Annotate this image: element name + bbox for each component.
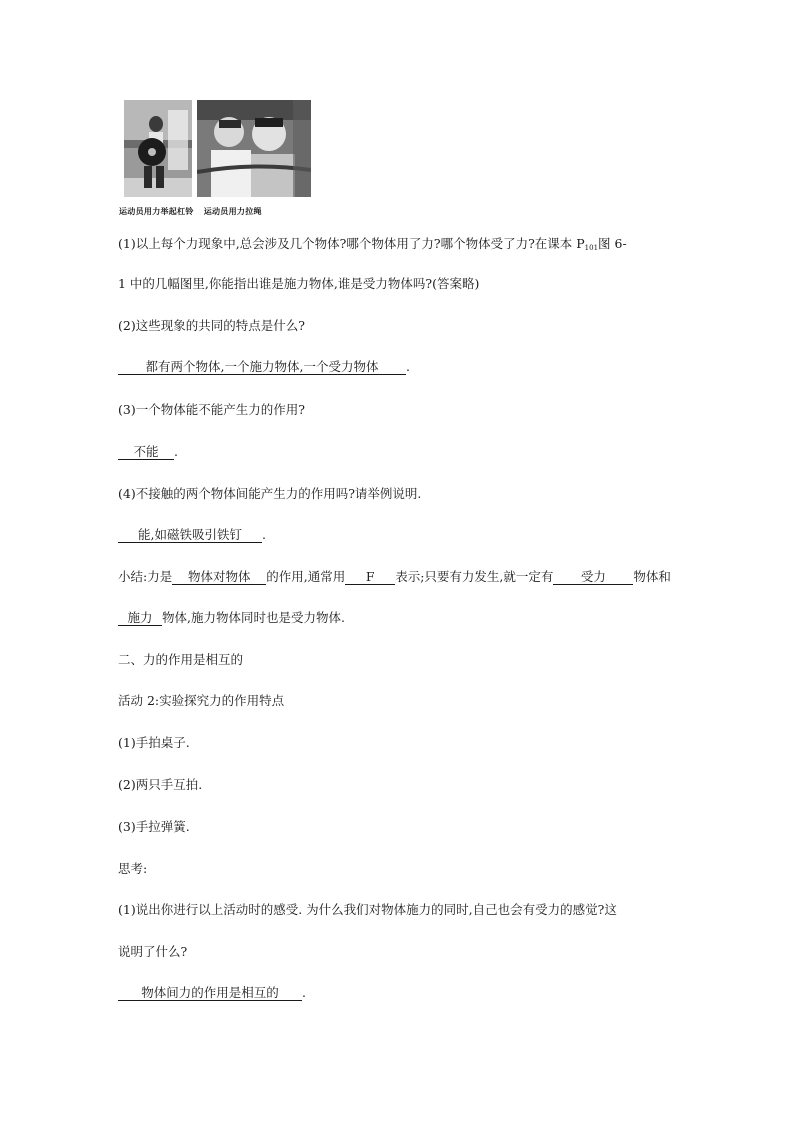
summary-blank-4: 施力 [118,610,162,626]
tug-of-war-photo [197,100,311,197]
activity-step-1: (1)手拍桌子. [118,735,190,750]
summary-line-1 [118,569,671,585]
q2-end: . [406,359,410,374]
q1-text-a: (1)以上每个力现象中,总会涉及几个物体?哪个物体用了力?哪个物体受了力?在课本 P [118,236,585,251]
summary-mid-3: 物体和 [633,569,671,584]
q1-text-b: 图 6- [598,236,627,251]
activity-step-3: (3)手拉弹簧. [118,819,190,834]
q4-end: . [262,527,266,542]
q1-line-1 [118,236,627,256]
caption-weightlifting: 运动员用力举起杠铃 [119,207,194,216]
q2-answer-blank: 都有两个物体,一个施力物体,一个受力物体 [118,359,406,375]
summary-suffix: 物体,施力物体同时也是受力物体. [162,610,345,625]
q2-answer-line [118,359,410,375]
caption-tug-of-war: 运动员用力拉绳 [203,207,262,216]
summary-mid-1: 的作用,通常用 [266,569,346,584]
weightlifting-photo [124,100,192,197]
activity-title: 活动 2:实验探究力的作用特点 [118,693,285,708]
activity-step-2: (2)两只手互拍. [118,777,203,792]
figure-caption [119,206,262,217]
think-answer-line [118,985,306,1001]
q3-answer-blank: 不能 [118,444,174,460]
summary-prefix: 小结:力是 [118,569,173,584]
q3-end: . [174,444,178,459]
q4-answer-line [118,527,266,543]
summary-line-2 [118,610,345,626]
think-end: . [302,985,306,1000]
q3-question: (3)一个物体能不能产生力的作用? [118,402,305,417]
summary-blank-2: F [345,569,395,585]
section-heading: 二、力的作用是相互的 [118,652,244,667]
think-label: 思考: [118,861,148,876]
q1-line-2: 1 中的几幅图里,你能指出谁是施力物体,谁是受力物体吗?(答案略) [118,276,480,291]
q1-page-subscript: 101 [584,244,599,252]
summary-blank-3: 受力 [553,569,633,585]
think-q1-line-2: 说明了什么? [118,944,188,959]
summary-blank-1: 物体对物体 [172,569,266,585]
q3-answer-line [118,444,178,460]
q4-answer-blank: 能,如磁铁吸引铁钉 [118,527,262,543]
q2-question: (2)这些现象的共同的特点是什么? [118,318,305,333]
think-answer-blank: 物体间力的作用是相互的 [118,985,302,1001]
summary-mid-2: 表示;只要有力发生,就一定有 [395,569,554,584]
q4-question: (4)不接触的两个物体间能产生力的作用吗?请举例说明. [118,486,422,501]
think-q1-line-1: (1)说出你进行以上活动时的感受. 为什么我们对物体施力的同时,自己也会有受力的感觉?这 [118,902,617,917]
